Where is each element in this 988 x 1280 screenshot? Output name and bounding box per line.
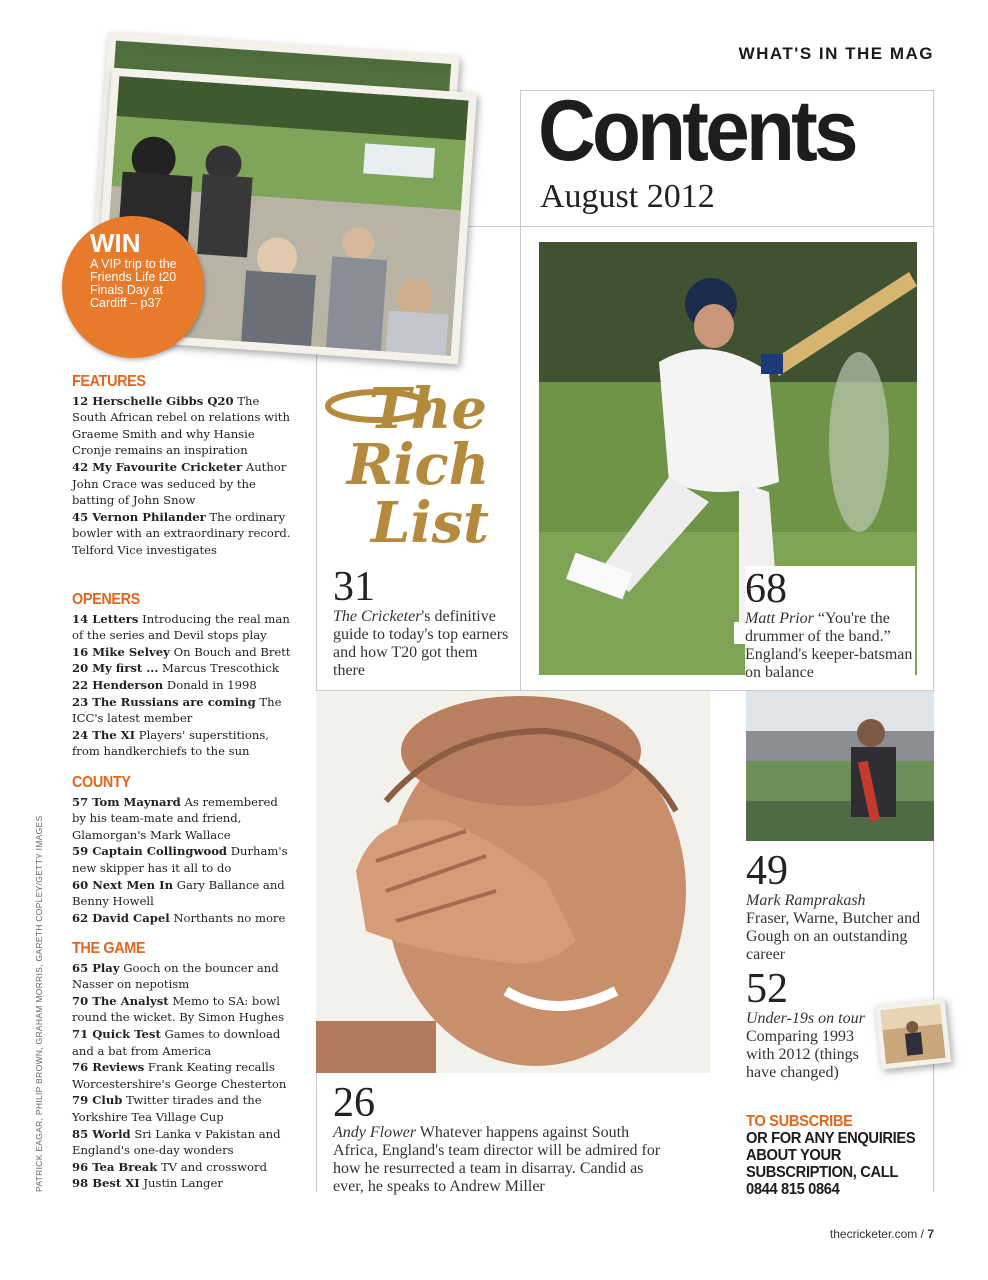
toc-entry[interactable] [72, 644, 292, 661]
toc-entry-page: 24 [72, 727, 89, 742]
toc-entry-title [72, 961, 120, 975]
toc-entry-title [72, 1027, 161, 1041]
toc-heading: COUNTY [72, 774, 131, 791]
page-title: Contents [538, 83, 855, 179]
win-label: WIN [90, 228, 141, 258]
toc-entry-desc: Sri Lanka v Pakistan and England's one-day wonders [72, 1126, 281, 1158]
toc-openers [72, 592, 292, 760]
toc-entry-desc: Donald in 1998 [166, 677, 257, 692]
toc-entry-title-text: The XI [92, 727, 136, 742]
toc-entry-title [72, 678, 163, 692]
toc-entry-page: 59 [72, 844, 89, 859]
story-title: Mark Ramprakash [746, 892, 866, 909]
story-desc: 's definitive guide to today's top earners and how T20 got them there [333, 608, 509, 679]
story-text [746, 1010, 876, 1082]
footer [830, 1227, 934, 1241]
page-number: 31 [333, 564, 375, 610]
page-number: 68 [745, 566, 787, 612]
subscribe-phone[interactable]: 0844 815 0864 [746, 1181, 840, 1198]
toc-entry-title-text: Mike Selvey [92, 644, 170, 659]
toc-entry[interactable] [72, 1059, 292, 1092]
ramprakash-photo [746, 691, 934, 841]
toc-entry-title-text: Vernon Philander [92, 509, 206, 524]
toc-entry-title-text: Club [92, 1093, 123, 1108]
toc-entry-page: 62 [72, 910, 89, 925]
toc-entry-page: 23 [72, 694, 89, 709]
win-text: A VIP trip to the Friends Life t20 Finals Day at Cardiff – p37 [90, 257, 177, 310]
folio: 7 [927, 1227, 934, 1241]
toc-entry-title [72, 1176, 140, 1190]
toc-entry-page: 70 [72, 993, 89, 1008]
story-desc: “You're the drummer of the band.” England's keeper-batsman on balance [745, 610, 913, 681]
toc-entry-page: 60 [72, 877, 89, 892]
win-badge[interactable] [62, 216, 204, 358]
subscribe-text [746, 1130, 930, 1198]
toc-entry-page: 22 [72, 677, 89, 692]
toc-entry-desc: Northants no more [173, 910, 286, 925]
rich-list-rich: Rich [346, 432, 490, 498]
toc-entry-desc: Marcus Trescothick [162, 661, 279, 676]
toc-heading: OPENERS [72, 591, 140, 608]
toc-entry-desc: As remembered by his team-mate and friend, Glamorgan's Mark Wallace [72, 794, 278, 842]
toc-entry[interactable] [72, 843, 292, 876]
toc-heading: THE GAME [72, 940, 146, 957]
rich-list-list: List [370, 490, 490, 556]
u19-photo [875, 999, 951, 1070]
story-ramprakash[interactable] [746, 850, 926, 964]
story-text [745, 610, 915, 682]
toc-entry-page: 76 [72, 1060, 89, 1075]
toc-entry[interactable] [72, 677, 292, 694]
toc-entry-title-text: Captain Collingwood [92, 844, 228, 859]
story-u19[interactable] [746, 968, 876, 1082]
toc-entry-title-text: Best XI [92, 1176, 140, 1191]
subscribe-box[interactable] [746, 1113, 930, 1198]
toc-entry-title-text: Herschelle Gibbs Q20 [92, 393, 234, 408]
toc-entry[interactable] [72, 877, 292, 910]
toc-entry-page: 57 [72, 794, 89, 809]
toc-entry-title [72, 1127, 131, 1141]
toc-entry-title [72, 394, 234, 408]
toc-entry[interactable] [72, 1092, 292, 1125]
toc-entry-title-text: Letters [92, 611, 139, 626]
story-text [333, 1124, 663, 1196]
toc-entry-title-text: The Russians are coming [92, 694, 256, 709]
toc-entry[interactable] [72, 1175, 292, 1192]
footer-separator: / [917, 1227, 928, 1241]
toc-entry-title [72, 645, 170, 659]
toc-entry-title-text: Quick Test [92, 1026, 161, 1041]
toc-entry-page: 14 [72, 611, 89, 626]
story-text [746, 892, 926, 964]
toc-entry-desc: Durham's new skipper has it all to do [72, 844, 288, 875]
toc-entry-page: 16 [72, 644, 89, 659]
toc-entry-desc: Games to download and a bat from America [72, 1026, 281, 1058]
story-desc: Fraser, Warne, Butcher and Gough on an outstanding career [746, 910, 921, 963]
toc-entry-title-text: World [92, 1126, 131, 1141]
toc-entry-title [72, 1060, 144, 1074]
rich-list-the: The [368, 376, 488, 442]
toc-entry[interactable] [72, 393, 292, 459]
toc-entry-title [72, 1093, 122, 1107]
toc-entry-page: 71 [72, 1026, 89, 1041]
section-label: WHAT'S IN THE MAG [738, 44, 934, 63]
toc-entry-page: 65 [72, 960, 89, 975]
toc-entry-title-text: Henderson [92, 677, 164, 692]
story-title: Andy Flower [333, 1124, 417, 1141]
toc-entry[interactable] [72, 960, 292, 993]
toc-entry-page: 98 [72, 1176, 89, 1191]
toc-entry-desc: The ordinary bowler with an extraordinary record. Telford Vice investigates [72, 509, 291, 557]
toc-county [72, 775, 292, 926]
toc-entry-page: 96 [72, 1159, 89, 1174]
toc-entry[interactable] [72, 1126, 292, 1159]
page-number: 26 [333, 1080, 375, 1126]
toc-entry[interactable] [72, 509, 292, 559]
toc-entry-title-text: Tom Maynard [92, 794, 181, 809]
toc-entry-title [72, 661, 158, 675]
toc-the-game [72, 941, 292, 1192]
toc-entry-title [72, 460, 242, 474]
toc-entry[interactable] [72, 694, 292, 727]
story-desc: Whatever happens against South Africa, England's team director will be admired for how he resurrected a team in disarray. Candid as ever, he speaks to Andrew Miller [333, 1124, 661, 1195]
toc-entry-page: 20 [72, 661, 89, 676]
toc-entry-title [72, 911, 170, 925]
toc-entry-desc: The South African rebel on relations with Graeme Smith and why Hansie Cronje remains an inspiration [72, 393, 290, 458]
page-number: 49 [746, 848, 788, 894]
toc-entry-desc: The ICC's latest member [72, 694, 282, 726]
toc-entry[interactable] [72, 611, 292, 644]
andy-flower-photo [316, 691, 710, 1073]
story-title: Matt Prior [745, 610, 814, 627]
story-desc: Comparing 1993 with 2012 (things have changed) [746, 1028, 859, 1081]
toc-entry-page: 79 [72, 1093, 89, 1108]
toc-entry-title [72, 612, 138, 626]
toc-entry-desc: Players' superstitions, from handkerchiefs to the sun [72, 727, 269, 759]
toc-entry-title-text: Reviews [92, 1060, 145, 1075]
toc-entry-title-text: Next Men In [92, 877, 173, 892]
toc-entry[interactable] [72, 910, 292, 927]
toc-entry-desc: Twitter tirades and the Yorkshire Tea Village Cup [72, 1093, 262, 1124]
toc-entry-desc: Memo to SA: bowl round the wicket. By Simon Hughes [72, 993, 285, 1025]
story-matt-prior[interactable] [745, 566, 915, 682]
frame-rule-mid [520, 90, 521, 690]
toc-heading: FEATURES [72, 373, 146, 390]
story-title: Under-19s on tour [746, 1010, 865, 1027]
toc-entry-title [72, 844, 227, 858]
toc-entry-title [72, 795, 181, 809]
toc-entry-title [72, 510, 206, 524]
toc-entry-page: 45 [72, 509, 89, 524]
toc-entry-title-text: The Analyst [92, 993, 169, 1008]
page-number: 52 [746, 966, 788, 1012]
toc-entry[interactable] [72, 660, 292, 677]
toc-entry-title [72, 1160, 157, 1174]
toc-entry-title [72, 695, 256, 709]
issue-date: August 2012 [540, 178, 715, 215]
toc-entry-title-text: My Favourite Cricketer [92, 459, 243, 474]
rich-list-logo [318, 366, 508, 566]
toc-entry-title-text: Play [92, 960, 120, 975]
toc-entry-title-text: My first ... [92, 661, 159, 676]
toc-entry-title [72, 878, 173, 892]
story-andy-flower[interactable] [333, 1082, 663, 1196]
toc-entry-page: 42 [72, 459, 89, 474]
subscribe-heading: TO SUBSCRIBE [746, 1113, 853, 1130]
story-text [333, 608, 513, 680]
toc-entry-desc: Author John Crace was seduced by the batting of John Snow [72, 459, 287, 508]
story-title: The Cricketer [333, 608, 422, 625]
toc-entry-desc: On Bouch and Brett [173, 644, 291, 659]
toc-entry[interactable] [72, 727, 292, 760]
toc-entry-desc: Gooch on the bouncer and Nasser on nepotism [72, 960, 279, 992]
toc-entry-title [72, 728, 135, 742]
toc-entry-desc: Frank Keating recalls Worcestershire's George Chesterton [72, 1060, 287, 1091]
toc-entry[interactable] [72, 1026, 292, 1059]
toc-entry-page: 12 [72, 393, 89, 408]
story-rich-list[interactable] [333, 566, 513, 680]
subscribe-enquiries: OR FOR ANY ENQUIRIES ABOUT YOUR SUBSCRIPTION, CALL [746, 1130, 916, 1181]
toc-entry[interactable] [72, 993, 292, 1026]
toc-entry-page: 85 [72, 1126, 89, 1141]
site-url[interactable]: thecricketer.com [829, 1227, 918, 1241]
toc-entry-title-text: David Capel [92, 910, 170, 925]
toc-entry[interactable] [72, 1159, 292, 1176]
toc-entry-desc: Gary Ballance and Benny Howell [72, 877, 285, 909]
toc-entry-desc: Justin Langer [143, 1176, 223, 1191]
photo-credit: PATRICK EAGAR, PHILIP BROWN, GRAHAM MORRIS, GARETH COPLEY/GETTY IMAGES [34, 815, 44, 1192]
toc-entry[interactable] [72, 794, 292, 844]
toc-entry-desc: TV and crossword [160, 1159, 267, 1174]
toc-entry-title-text: Tea Break [92, 1159, 158, 1174]
toc-features [72, 374, 292, 559]
toc-entry[interactable] [72, 459, 292, 509]
toc-entry-title [72, 994, 169, 1008]
toc-entry-desc: Introducing the real man of the series and Devil stops play [72, 611, 290, 643]
